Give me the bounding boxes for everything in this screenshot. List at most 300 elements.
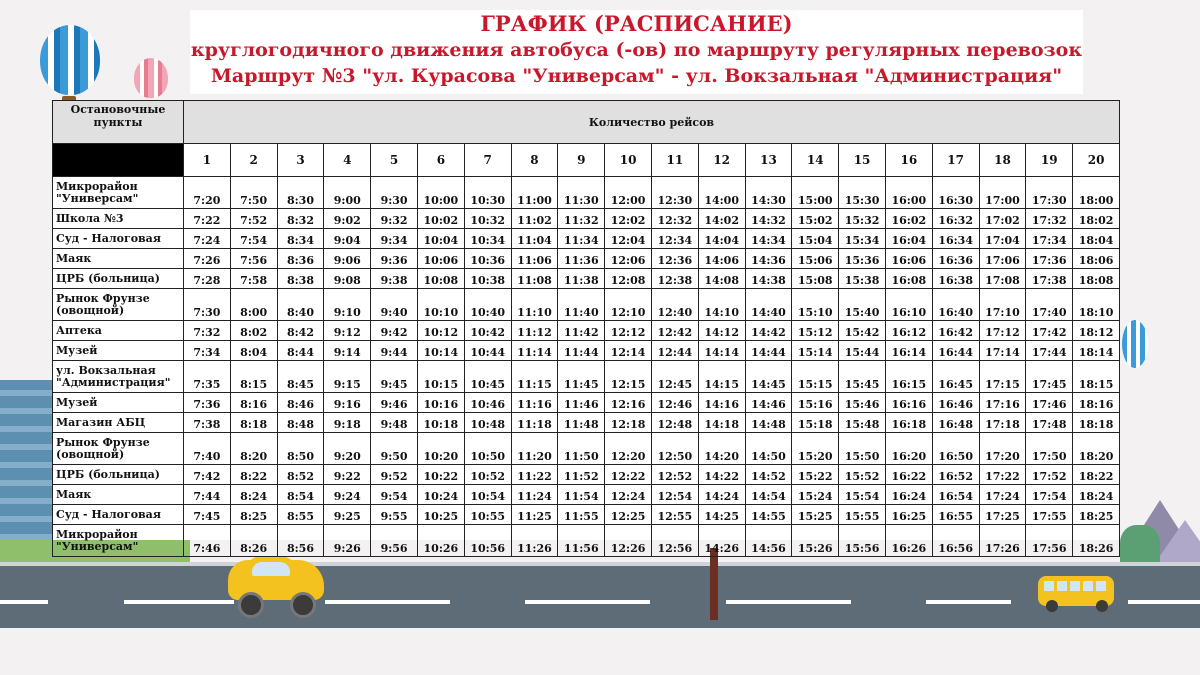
departure-time: 8:02: [230, 321, 277, 341]
departure-time: 10:40: [464, 289, 511, 321]
departure-time: 9:06: [324, 249, 371, 269]
trip-number-header: 5: [371, 144, 418, 177]
departure-time: 16:32: [932, 209, 979, 229]
departure-time: 7:50: [230, 177, 277, 209]
departure-time: 15:45: [839, 361, 886, 393]
departure-time: 8:42: [277, 321, 324, 341]
departure-time: 7:52: [230, 209, 277, 229]
departure-time: 7:24: [184, 229, 231, 249]
departure-time: 14:06: [698, 249, 745, 269]
departure-time: 8:50: [277, 433, 324, 465]
departure-time: 12:22: [605, 465, 652, 485]
departure-time: 12:24: [605, 485, 652, 505]
departure-time: 12:26: [605, 525, 652, 557]
departure-time: 9:26: [324, 525, 371, 557]
departure-time: 7:46: [184, 525, 231, 557]
departure-time: 14:18: [698, 413, 745, 433]
departure-time: 8:22: [230, 465, 277, 485]
departure-time: 9:55: [371, 505, 418, 525]
road: [0, 566, 1200, 628]
departure-time: 9:10: [324, 289, 371, 321]
departure-time: 16:46: [932, 393, 979, 413]
departure-time: 9:20: [324, 433, 371, 465]
departure-time: 17:32: [1026, 209, 1073, 229]
stop-name: ЦРБ (больница): [53, 269, 184, 289]
stop-name: Рынок Фрунзе (овощной): [53, 289, 184, 321]
departure-time: 12:08: [605, 269, 652, 289]
schedule-table-container: [52, 100, 1120, 555]
stop-name: Маяк: [53, 485, 184, 505]
departure-time: 10:08: [417, 269, 464, 289]
trip-number-header: 9: [558, 144, 605, 177]
departure-time: 15:15: [792, 361, 839, 393]
departure-time: 14:24: [698, 485, 745, 505]
stops-header: Остановочные пункты: [53, 101, 184, 144]
departure-time: 12:06: [605, 249, 652, 269]
trip-number-header: 15: [839, 144, 886, 177]
departure-time: 14:36: [745, 249, 792, 269]
lane-marking: [525, 600, 650, 604]
table-row: [53, 289, 1120, 321]
table-row: [53, 321, 1120, 341]
departure-time: 11:38: [558, 269, 605, 289]
departure-time: 16:26: [885, 525, 932, 557]
departure-time: 14:00: [698, 177, 745, 209]
departure-time: 16:08: [885, 269, 932, 289]
departure-time: 15:55: [839, 505, 886, 525]
lane-marking: [124, 600, 234, 604]
table-row: [53, 341, 1120, 361]
stop-name: ЦРБ (больница): [53, 465, 184, 485]
trip-number-header: 7: [464, 144, 511, 177]
departure-time: 17:40: [1026, 289, 1073, 321]
departure-time: 9:54: [371, 485, 418, 505]
trip-number-header: 13: [745, 144, 792, 177]
stop-name: ул. Вокзальная "Администрация": [53, 361, 184, 393]
lane-marking: [325, 600, 450, 604]
departure-time: 17:26: [979, 525, 1026, 557]
departure-time: 10:50: [464, 433, 511, 465]
departure-time: 7:56: [230, 249, 277, 269]
departure-time: 8:34: [277, 229, 324, 249]
departure-time: 14:54: [745, 485, 792, 505]
departure-time: 15:34: [839, 229, 886, 249]
departure-time: 9:02: [324, 209, 371, 229]
departure-time: 16:54: [932, 485, 979, 505]
departure-time: 15:25: [792, 505, 839, 525]
departure-time: 9:15: [324, 361, 371, 393]
departure-time: 14:30: [745, 177, 792, 209]
departure-time: 11:04: [511, 229, 558, 249]
bus-stop-pole: [710, 548, 718, 620]
departure-time: 11:20: [511, 433, 558, 465]
departure-time: 12:36: [651, 249, 698, 269]
trip-number-header: 11: [651, 144, 698, 177]
departure-time: 11:16: [511, 393, 558, 413]
departure-time: 10:55: [464, 505, 511, 525]
departure-time: 14:16: [698, 393, 745, 413]
departure-time: 18:08: [1073, 269, 1120, 289]
departure-time: 10:02: [417, 209, 464, 229]
departure-time: 18:12: [1073, 321, 1120, 341]
departure-time: 9:52: [371, 465, 418, 485]
departure-time: 15:18: [792, 413, 839, 433]
departure-time: 14:42: [745, 321, 792, 341]
table-row: [53, 505, 1120, 525]
departure-time: 12:46: [651, 393, 698, 413]
departure-time: 15:44: [839, 341, 886, 361]
departure-time: 15:42: [839, 321, 886, 341]
departure-time: 17:42: [1026, 321, 1073, 341]
departure-time: 11:02: [511, 209, 558, 229]
departure-time: 17:45: [1026, 361, 1073, 393]
departure-time: 7:36: [184, 393, 231, 413]
trip-number-header: 19: [1026, 144, 1073, 177]
table-row: [53, 393, 1120, 413]
stop-name: Суд - Налоговая: [53, 505, 184, 525]
trip-number-header: 16: [885, 144, 932, 177]
departure-time: 14:14: [698, 341, 745, 361]
departure-time: 12:20: [605, 433, 652, 465]
departure-time: 8:54: [277, 485, 324, 505]
departure-time: 8:20: [230, 433, 277, 465]
departure-time: 14:04: [698, 229, 745, 249]
departure-time: 14:48: [745, 413, 792, 433]
table-row: [53, 249, 1120, 269]
departure-time: 14:44: [745, 341, 792, 361]
departure-time: 14:46: [745, 393, 792, 413]
departure-time: 11:30: [558, 177, 605, 209]
departure-time: 18:25: [1073, 505, 1120, 525]
departure-time: 7:22: [184, 209, 231, 229]
departure-time: 9:40: [371, 289, 418, 321]
departure-time: 11:12: [511, 321, 558, 341]
departure-time: 14:50: [745, 433, 792, 465]
departure-time: 8:15: [230, 361, 277, 393]
departure-time: 12:10: [605, 289, 652, 321]
stop-name: Маяк: [53, 249, 184, 269]
departure-time: 17:00: [979, 177, 1026, 209]
departure-time: 12:42: [651, 321, 698, 341]
departure-time: 14:55: [745, 505, 792, 525]
trips-header: Количество рейсов: [184, 101, 1120, 144]
departure-time: 10:56: [464, 525, 511, 557]
departure-time: 11:22: [511, 465, 558, 485]
departure-time: 10:38: [464, 269, 511, 289]
departure-time: 15:50: [839, 433, 886, 465]
trip-number-header: 18: [979, 144, 1026, 177]
departure-time: 17:10: [979, 289, 1026, 321]
departure-time: 18:00: [1073, 177, 1120, 209]
departure-time: 10:25: [417, 505, 464, 525]
table-row: [53, 413, 1120, 433]
departure-time: 9:16: [324, 393, 371, 413]
departure-time: 18:22: [1073, 465, 1120, 485]
departure-time: 9:44: [371, 341, 418, 361]
departure-time: 8:00: [230, 289, 277, 321]
departure-time: 10:10: [417, 289, 464, 321]
departure-time: 14:20: [698, 433, 745, 465]
departure-time: 8:48: [277, 413, 324, 433]
departure-time: 11:00: [511, 177, 558, 209]
departure-time: 12:00: [605, 177, 652, 209]
departure-time: 12:38: [651, 269, 698, 289]
departure-time: 11:50: [558, 433, 605, 465]
departure-time: 8:04: [230, 341, 277, 361]
stop-name: Аптека: [53, 321, 184, 341]
departure-time: 18:10: [1073, 289, 1120, 321]
departure-time: 16:30: [932, 177, 979, 209]
departure-time: 9:08: [324, 269, 371, 289]
departure-time: 17:52: [1026, 465, 1073, 485]
departure-time: 16:02: [885, 209, 932, 229]
departure-time: 12:52: [651, 465, 698, 485]
departure-time: 18:02: [1073, 209, 1120, 229]
departure-time: 17:14: [979, 341, 1026, 361]
departure-time: 17:44: [1026, 341, 1073, 361]
departure-time: 14:34: [745, 229, 792, 249]
departure-time: 12:56: [651, 525, 698, 557]
departure-time: 10:24: [417, 485, 464, 505]
departure-time: 8:40: [277, 289, 324, 321]
departure-time: 12:44: [651, 341, 698, 361]
departure-time: 10:54: [464, 485, 511, 505]
departure-time: 8:25: [230, 505, 277, 525]
departure-time: 7:38: [184, 413, 231, 433]
departure-time: 15:20: [792, 433, 839, 465]
departure-time: 12:30: [651, 177, 698, 209]
stop-name: Музей: [53, 393, 184, 413]
departure-time: 16:50: [932, 433, 979, 465]
departure-time: 15:48: [839, 413, 886, 433]
table-row: [53, 525, 1120, 557]
departure-time: 15:24: [792, 485, 839, 505]
bus-wheel: [1096, 600, 1108, 612]
departure-time: 11:56: [558, 525, 605, 557]
departure-time: 15:16: [792, 393, 839, 413]
departure-time: 18:26: [1073, 525, 1120, 557]
departure-time: 14:40: [745, 289, 792, 321]
departure-time: 12:25: [605, 505, 652, 525]
departure-time: 7:58: [230, 269, 277, 289]
departure-time: 16:40: [932, 289, 979, 321]
trip-number-header: 4: [324, 144, 371, 177]
lane-marking: [1128, 600, 1200, 604]
bus-wheel: [1046, 600, 1058, 612]
departure-time: 16:55: [932, 505, 979, 525]
departure-time: 8:46: [277, 393, 324, 413]
title-main: ГРАФИК (РАСПИСАНИЕ): [480, 11, 793, 36]
departure-time: 16:25: [885, 505, 932, 525]
departure-time: 14:12: [698, 321, 745, 341]
departure-time: 9:34: [371, 229, 418, 249]
departure-time: 14:56: [745, 525, 792, 557]
departure-time: 16:04: [885, 229, 932, 249]
departure-time: 16:12: [885, 321, 932, 341]
table-row: [53, 361, 1120, 393]
departure-time: 8:30: [277, 177, 324, 209]
departure-time: 7:40: [184, 433, 231, 465]
departure-time: 16:38: [932, 269, 979, 289]
departure-time: 14:45: [745, 361, 792, 393]
title-route: Маршрут №3 "ул. Курасова "Универсам" - ул. Вокзальная "Администрация": [210, 65, 1063, 87]
departure-time: 11:48: [558, 413, 605, 433]
trip-number-header: 10: [605, 144, 652, 177]
departure-time: 7:26: [184, 249, 231, 269]
departure-time: 15:22: [792, 465, 839, 485]
departure-time: 17:56: [1026, 525, 1073, 557]
departure-time: 16:34: [932, 229, 979, 249]
departure-time: 9:36: [371, 249, 418, 269]
departure-time: 15:08: [792, 269, 839, 289]
departure-time: 16:16: [885, 393, 932, 413]
departure-time: 16:52: [932, 465, 979, 485]
trip-number-header: 20: [1073, 144, 1120, 177]
departure-time: 10:14: [417, 341, 464, 361]
table-row: [53, 269, 1120, 289]
departure-time: 17:34: [1026, 229, 1073, 249]
departure-time: 9:42: [371, 321, 418, 341]
departure-time: 17:55: [1026, 505, 1073, 525]
title-subtitle: круглогодичного движения автобуса (-ов) по маршруту регулярных перевозок: [190, 39, 1083, 61]
departure-time: 14:15: [698, 361, 745, 393]
departure-time: 8:38: [277, 269, 324, 289]
departure-time: 8:18: [230, 413, 277, 433]
car-wheel: [290, 592, 316, 618]
departure-time: 11:36: [558, 249, 605, 269]
departure-time: 11:54: [558, 485, 605, 505]
departure-time: 18:18: [1073, 413, 1120, 433]
departure-time: 15:40: [839, 289, 886, 321]
departure-time: 10:06: [417, 249, 464, 269]
departure-time: 17:50: [1026, 433, 1073, 465]
departure-time: 16:56: [932, 525, 979, 557]
departure-time: 12:34: [651, 229, 698, 249]
departure-time: 15:36: [839, 249, 886, 269]
departure-time: 8:56: [277, 525, 324, 557]
stop-name: Магазин АБЦ: [53, 413, 184, 433]
departure-time: 8:55: [277, 505, 324, 525]
departure-time: 12:40: [651, 289, 698, 321]
departure-time: 14:10: [698, 289, 745, 321]
departure-time: 15:38: [839, 269, 886, 289]
departure-time: 17:24: [979, 485, 1026, 505]
departure-time: 10:00: [417, 177, 464, 209]
departure-time: 18:24: [1073, 485, 1120, 505]
departure-time: 15:02: [792, 209, 839, 229]
table-row: [53, 177, 1120, 209]
departure-time: 18:04: [1073, 229, 1120, 249]
departure-time: 9:24: [324, 485, 371, 505]
departure-time: 11:32: [558, 209, 605, 229]
departure-time: 18:20: [1073, 433, 1120, 465]
departure-time: 11:26: [511, 525, 558, 557]
departure-time: 11:42: [558, 321, 605, 341]
departure-time: 9:30: [371, 177, 418, 209]
departure-time: 9:00: [324, 177, 371, 209]
departure-time: 15:56: [839, 525, 886, 557]
table-row: [53, 465, 1120, 485]
departure-time: 10:12: [417, 321, 464, 341]
departure-time: 12:02: [605, 209, 652, 229]
departure-time: 8:16: [230, 393, 277, 413]
trip-number-header: 17: [932, 144, 979, 177]
stop-name: Школа №3: [53, 209, 184, 229]
departure-time: 10:45: [464, 361, 511, 393]
departure-time: 7:20: [184, 177, 231, 209]
departure-time: 10:32: [464, 209, 511, 229]
departure-time: 12:16: [605, 393, 652, 413]
departure-time: 12:48: [651, 413, 698, 433]
departure-time: 15:00: [792, 177, 839, 209]
departure-time: 17:16: [979, 393, 1026, 413]
trip-number-header: 14: [792, 144, 839, 177]
departure-time: 12:12: [605, 321, 652, 341]
departure-time: 11:10: [511, 289, 558, 321]
departure-time: 7:35: [184, 361, 231, 393]
departure-time: 17:12: [979, 321, 1026, 341]
departure-time: 7:34: [184, 341, 231, 361]
table-row: [53, 229, 1120, 249]
departure-time: 11:45: [558, 361, 605, 393]
departure-time: 11:52: [558, 465, 605, 485]
trip-number-header: 8: [511, 144, 558, 177]
departure-time: 10:34: [464, 229, 511, 249]
departure-time: 12:15: [605, 361, 652, 393]
departure-time: 17:46: [1026, 393, 1073, 413]
departure-time: 9:32: [371, 209, 418, 229]
departure-time: 11:24: [511, 485, 558, 505]
departure-time: 9:56: [371, 525, 418, 557]
departure-time: 14:25: [698, 505, 745, 525]
trip-number-header: 3: [277, 144, 324, 177]
departure-time: 11:08: [511, 269, 558, 289]
trip-number-header: 2: [230, 144, 277, 177]
departure-time: 10:20: [417, 433, 464, 465]
departure-time: 8:44: [277, 341, 324, 361]
departure-time: 12:55: [651, 505, 698, 525]
departure-time: 14:52: [745, 465, 792, 485]
departure-time: 11:34: [558, 229, 605, 249]
departure-time: 17:38: [1026, 269, 1073, 289]
departure-time: 15:32: [839, 209, 886, 229]
departure-time: 7:30: [184, 289, 231, 321]
departure-time: 16:15: [885, 361, 932, 393]
departure-time: 8:32: [277, 209, 324, 229]
departure-time: 17:22: [979, 465, 1026, 485]
departure-time: 10:46: [464, 393, 511, 413]
departure-time: 8:24: [230, 485, 277, 505]
departure-time: 10:44: [464, 341, 511, 361]
departure-time: 16:10: [885, 289, 932, 321]
departure-time: 11:15: [511, 361, 558, 393]
departure-time: 9:25: [324, 505, 371, 525]
departure-time: 18:16: [1073, 393, 1120, 413]
departure-time: 16:00: [885, 177, 932, 209]
departure-time: 9:18: [324, 413, 371, 433]
departure-time: 11:18: [511, 413, 558, 433]
departure-time: 8:26: [230, 525, 277, 557]
stop-name: Суд - Налоговая: [53, 229, 184, 249]
table-row: [53, 433, 1120, 465]
departure-time: 7:42: [184, 465, 231, 485]
car-window: [252, 562, 290, 576]
departure-time: 16:06: [885, 249, 932, 269]
schedule-table: [52, 100, 1120, 557]
stop-name: Микрорайон "Универсам": [53, 177, 184, 209]
trip-number-header: 1: [184, 144, 231, 177]
departure-time: 9:22: [324, 465, 371, 485]
